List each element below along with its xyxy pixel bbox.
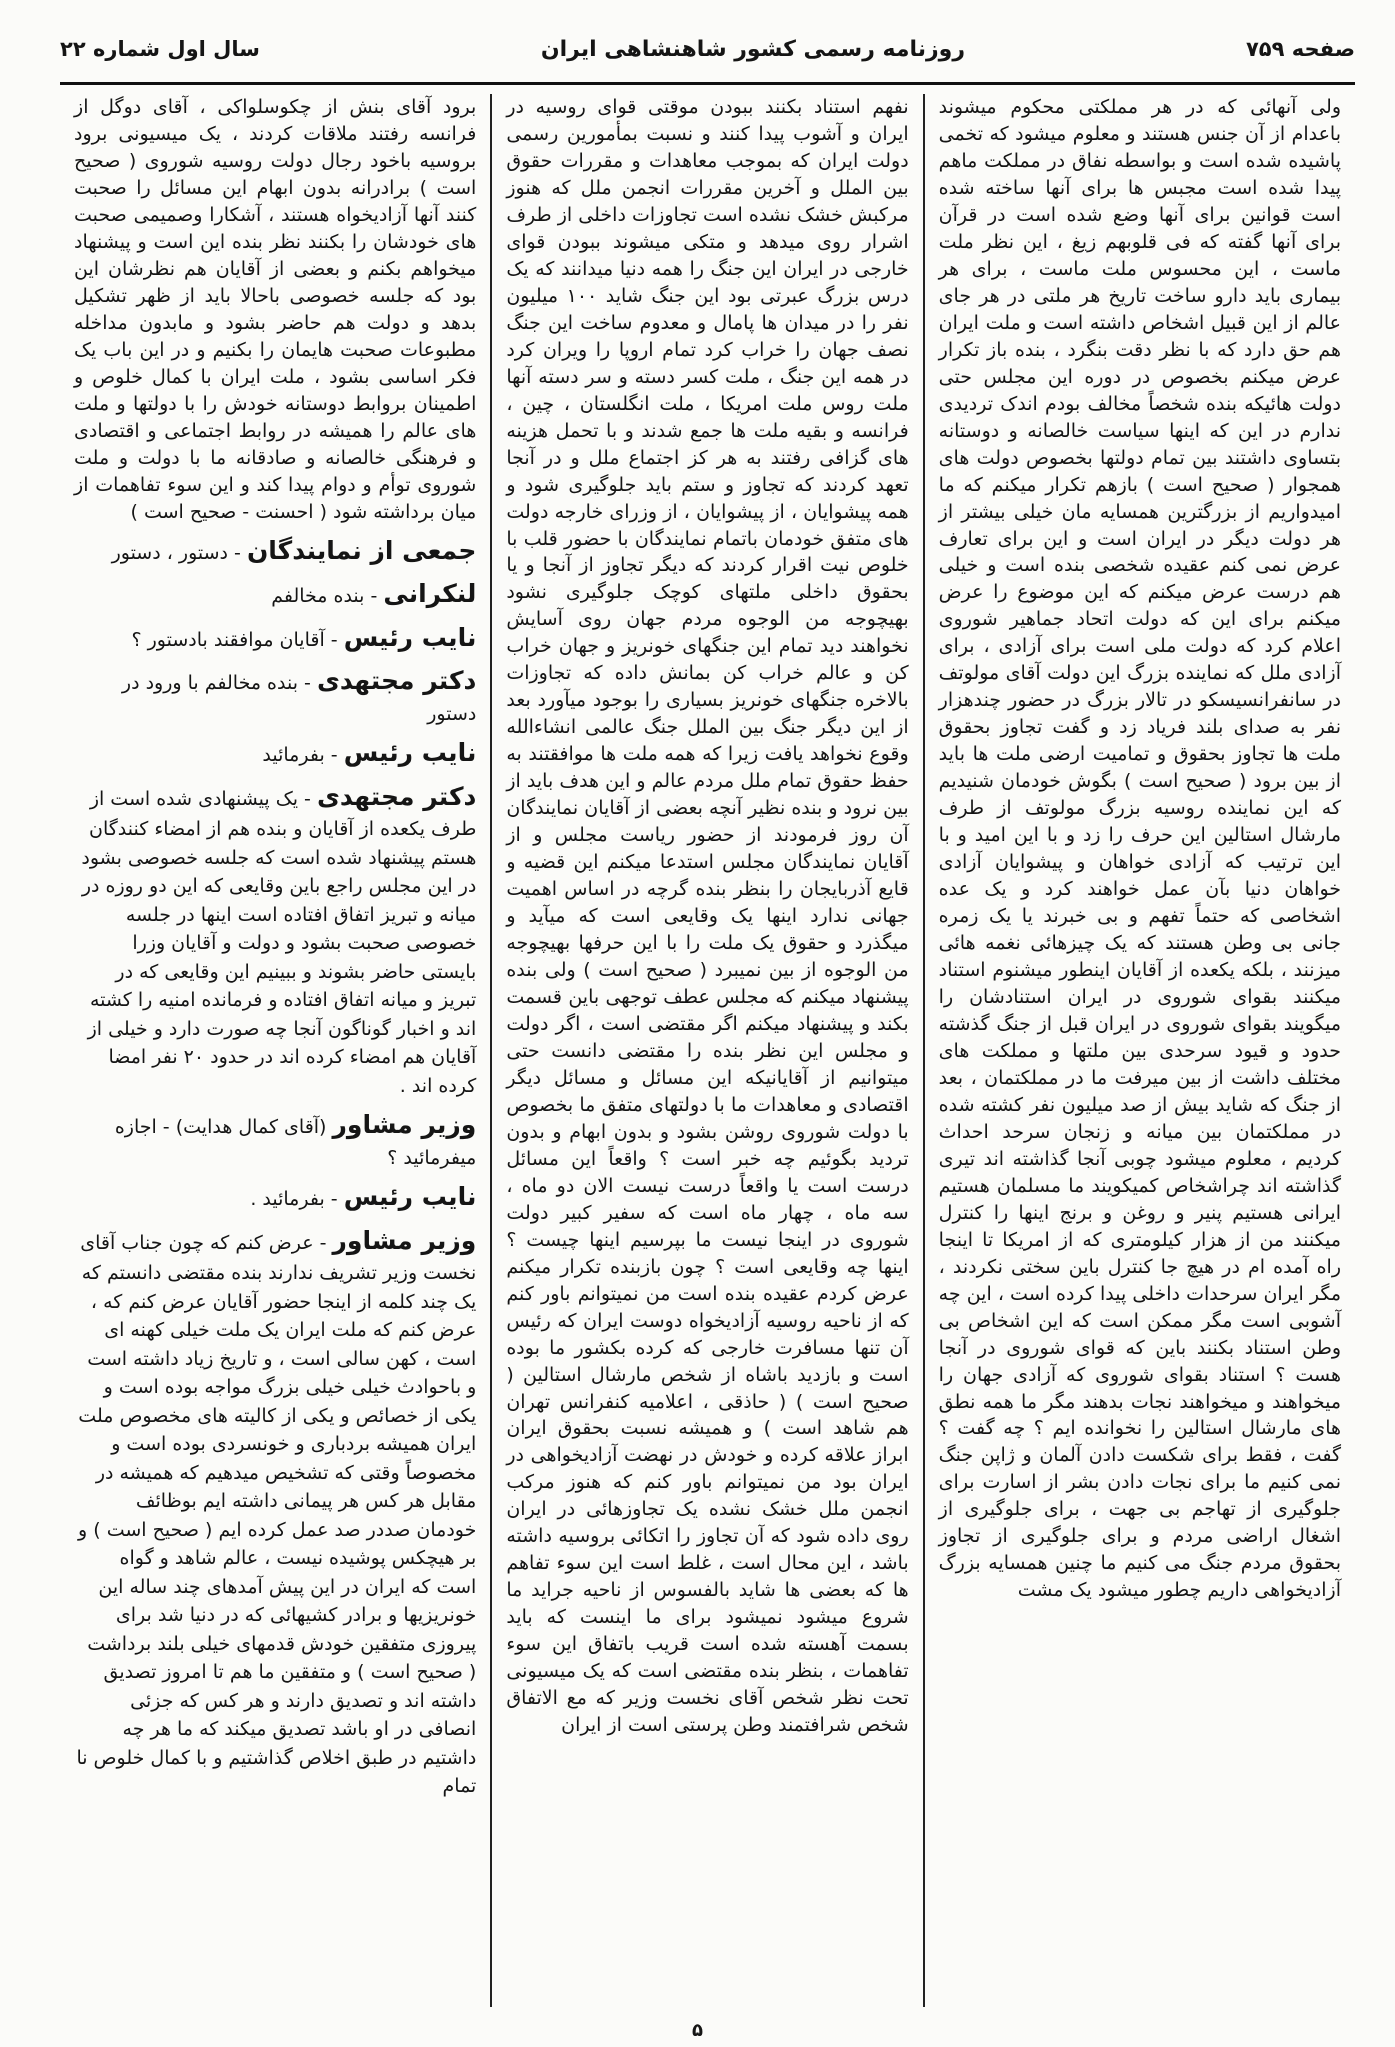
- text-columns: [60, 94, 1355, 2007]
- speech-entry: [74, 734, 476, 772]
- page-header: [60, 20, 1355, 78]
- issue-number: سال اول شماره ۲۲: [60, 37, 260, 61]
- speech-entry: [74, 778, 476, 1101]
- column-middle-text: نفهم استناد بکنند ببودن موقتی قوای روسیه در ایران و آشوب پیدا کنند و نسبت بمأمورین رسمی دولت ایران که بموجب معاهدات و مقررات حقوق بین الملل و آخرین مقررات انجمن ملل که هنوز مرکبش خشک نشده است تجاوزات داخلی از طرف اشرار روی میدهد و متکی میشوند ببودن قوای خارجی در ایران این جنگ را همه دنیا میدانند که یک درس بزرگ عبرتی بود این جنگ شاید ۱۰۰ میلیون نفر را در میدان ها پامال و معدوم ساخت این جنگ نصف جهان را خراب کرد تمام اروپا را ویران کرد در همه این جنگ ، ملت کسر دسته و سر دسته آنها ملت روس ملت امریکا ، ملت انگلستان ، چین ، فرانسه و بقیه ملت ها جمع شدند و با تحمل هزینه های گزافی رفتند به هر کز اجتماع ملل و در آنجا تعهد کردند که تجاوز و ستم باید جلوگیری شود و همه پیشوایان ، از پیشوایان ، از وزرای خارجه دولت های متفق خودمان باتمام نمایندگان با حضور قلب با خلوص نیت اقرار کردند که دیگر تجاوز از آنجا و یا بحقوق داخلی ملتهای کوچک جلوگیری نشود بهیچوجه من الوجوه مردم جهان روی آسایش نخواهند دید تمام این جنگهای خونریز و جهان خراب کن و عالم خراب کن بمانش داده که تجاوزات بالاخره جنگهای خونریز بسیاری را بوجود میآورد بعد از این دیگر جنگ بین الملل جنگ عالمی انشاءالله وقوع نخواهد یافت زیرا که همه ملت ها موافقتند به حفظ حقوق تمام ملل مردم عالم و این هدف باید از بین نرود و بنده نظیر آنچه بعضی از آقایان نمایندگان آن روز فرمودند از حضور ریاست مجلس و از آقایان نمایندگان مجلس استدعا میکنم این قضیه و قایع آذربایجان را بنظر بنده گرچه در اساس اهمیت جهانی ندارد اینها یک وقایعی است که میآید و میگذرد و حقوق یک ملت را با این حرفها بهیچوجه من الوجوه از بین نمیبرد ( صحیح است ) ولی بنده پیشنهاد میکنم که مجلس عطف توجهی باین قسمت بکند و پیشنهاد میکنم اگر مقتضی است ، اگر دولت و مجلس این نظر بنده را مقتضی دانست حتی میتوانیم از آقایانیکه این مسائل و مسائل دیگر اقتصادی و معاهدات ما با دولتهای متفق ما بخصوص با دولت شوروی روشن بشود و بدون ابهام و بدون تردید بگوئیم چه خبر است ؟ واقعاً این مسائل درست است یا واقعاً درست نیست الان دو ماه ، سه ماه ، چهار ماه است که سفیر کبیر دولت شوروی در اینجا نیست ما بپرسیم اینها چیست ؟ اینها چه وقایعی است ؟ چون بازبنده تکرار میکنم عرض کردم عقیده بنده است من نمیتوانم باور کنم که از ناحیه روسیه آزادیخواه دوست ایران که رئیس آن تنها مسافرت خارجی که کرده بکشور ما بوده است و بازدید باشاه از شخص مارشال استالین ( صحیح است ) ( حاذقی ، اعلامیه کنفرانس تهران هم شاهد است ) و همیشه نسبت بحقوق ایران ابراز علاقه کرده و خودش در نهضت آزادیخواهی در ایران بود من نمیتوانم باور کنم که هنوز مرکب انجمن ملل خشک نشده یک تجاوزهائی در ایران روی داده شود که آن تجاوز را اتکائی بروسیه داشته باشد ، این محال است ، غلط است این سوء تفاهم ها که بعضی ها شاید بالفسوس از ناحیه جراید ما شروع میشود نمیشود برای ما اینست که باید بسمت آهسته شده است قریب باتفاق این سوء تفاهمات ، بنظر بنده مقتضی است که یک میسیونی تحت نظر شخص آقای نخست وزیر که مع الاتفاق شخص شرافتمند وطن پرستی است از ایران: [506, 96, 909, 1737]
- header-rule: [60, 82, 1355, 85]
- page-footer-mark: ۵: [692, 2020, 703, 2041]
- speaker-name: نایب رئیس: [343, 738, 477, 767]
- speech-text: (آقای کمال هدایت) - اجازه میفرمائید ؟: [114, 1116, 477, 1169]
- speech-text: - بفرمائید: [262, 744, 338, 766]
- speech-entry: [74, 1106, 476, 1172]
- speaker-name: دکتر مجتهدی: [316, 666, 477, 695]
- page-number: صفحه ۷۵۹: [1245, 37, 1355, 61]
- speech-entry: [74, 619, 476, 657]
- speaker-name: دکتر مجتهدی: [316, 781, 477, 811]
- column-middle: [492, 94, 924, 2007]
- column-right: [925, 94, 1355, 2007]
- column-left-intro: برود آقای بنش از چکوسلواکی ، آقای دوگل از فرانسه رفتند ملاقات کردند ، یک میسیونی برود بروسیه باخود رجال دولت روسیه شوروی ( صحیح است ) برادرانه بدون ابهام این مسائل را صحبت کنند آنها آزادیخواه هستند ، آشکارا وصمیمی صحبت های خودشان را بکنند نظر بنده این است و پیشنهاد میخواهم بکنم و بعضی از آقایان هم نظرشان این بود که جلسه خصوصی باحالا باید از ظهر تشکیل بدهد و دولت هم حاضر بشود و مابدون مداخله مطبوعات صحبت هایمان را بکنیم و در این باب یک فکر اساسی بشود ، ملت ایران با کمال خلوص و اطمینان بروابط دوستانه خودش را با دولتها و ملت های عالم را همیشه در روابط اجتماعی و اقتصادی و فرهنگی خالصانه و صادقانه ما با دولت و ملت شوروی توأم و دوام پیدا کند و این سوء تفاهمات از میان برداشته شود ( احسنت - صحیح است ): [74, 96, 477, 523]
- speaker-name: وزیر مشاور: [332, 1225, 477, 1255]
- speech-text: - بفرمائید .: [250, 1188, 338, 1210]
- speech-entry: [74, 1222, 476, 1801]
- speech-entry: [74, 575, 476, 613]
- speaker-name: نایب رئیس: [343, 1182, 477, 1211]
- newspaper-title: روزنامه رسمی کشور شاهنشاهی ایران: [540, 36, 966, 62]
- speech-text: - آقایان موافقند بادستور ؟: [131, 628, 338, 651]
- speech-entry: [74, 532, 476, 570]
- speech-entry: [74, 662, 476, 728]
- speech-text: - یک پیشنهادی شده است از طرف یکعده از آقایان و بنده هم از امضاء کنندگان هستم پیشنهاد شده است که جلسه خصوصی بشود در این مجلس راجع باین وقایعی که این دو روزه در میانه و تبریز اتفاق افتاده است اینها در جلسه خصوصی صحبت بشود و دولت و آقایان وزرا بایستی حاضر بشوند و ببینیم این وقایعی که در تبریز و میانه اتفاق افتاده و فرمانده امنیه را کشته اند و اخبار گوناگون آنجا چه صورت دارد و خیلی از آقایان هم امضاء کرده اند در حدود ۲۰ نفر امضا کرده اند .: [81, 787, 477, 1097]
- speaker-name: نایب رئیس: [343, 622, 477, 652]
- speech-text: - بنده مخالفم با ورود در دستور: [121, 672, 477, 725]
- column-right-text: ولی آنهائی که در هر مملکتی محکوم میشوند باعدام از آن جنس هستند و معلوم میشود که تخمی پاشیده شده است و بواسطه نفاق در مملکت ماهم پیدا شده است مجبس ها برای آنها ساخته شده است قوانین برای آنها وضع شده است در قرآن برای آنها گفته که فی قلوبهم زیغ ، این نظر ملت ماست ، این محسوس ملت ماست ، برای هر بیماری باید دارو ساخت تاریخ هر ملتی در هر جای عالم از این قبیل اشخاص داشته است و ملت ایران هم حق دارد که با نظر دقت بنگرد ، بنده باز تکرار عرض میکنم بخصوص در دوره این مجلس حتی دولت هائیکه بنده شخصاً مخالف بودم اندک تردیدی ندارم در این که اینها سیاست خالصانه و دوستانه بتساوی داشتند بین تمام دولتها بخصوص دولت های همجوار ( صحیح است ) بازهم تکرار میکنم که ما امیدواریم از بزرگترین همسایه مان خیلی بیشتر از هر دولت دیگر در ایران است و این برای تعارف عرض نمی کنم عقیده شخصی بنده است و خیلی هم درست عرض میکنم که این موضوع را عرض میکنم برای این که دولت اتحاد جماهیر شوروی اعلام کرد که دولت ملی است برای آزادی ، برای آزادی ملل که نماینده بزرگ این دولت آقای مولوتف در سانفرانسیسکو در تالار بزرگ در حضور چندهزار نفر به صدای بلند فریاد زد و گفت تجاوز بحقوق ملت ها تجاوز بحقوق و تمامیت ارضی ملت ها باید از بین برود ( صحیح است ) بگوش خودمان شنیدیم که این نماینده روسیه بزرگ مولوتف از طرف مارشال استالین این حرف را زد و با این امید و با این ترتیب که آزادی خواهان و پیشوایان آزادی خواهان دنیا بآن عمل خواهند کرد و یک عده اشخاصی که حتماً تفهم و بی خبرند یا یک زمره جانی بی وطن هستند که یک چیزهائی نغمه هائی میزنند ، بلکه یکعده از آقایان اینطور میشنوم استناد میکنند بقوای شوروی در ایران استنادشان را میگویند بقوای شوروی در ایران قبل از جنگ گذشته حدود و قیود سرحدی بین ملتها و مملکت های مختلف داشت از بین میرفت ما در مملکتمان ، بعد از جنگ که شاید بیش از صد میلیون نفر کشته شده در مملکتمان بین میانه و زنجان سرحد احداث کردیم ، معلوم میشود چوبی آنجا گذاشته اند تیری گذاشته اند چراشخاص کمیکویند ما مسلمان هستیم ایرانی هستیم پنیر و روغن و برنج اینها را کنترل میکنند من از هزار کیلومتری که از امریکا تا اینجا راه آمده ام در هیچ جا کنترل باین سختی نکردند ، مگر ایران سرحدات داخلی پیدا کرده است ، این چه آشوبی است مگر ممکن است که این اشخاص بی وطن استناد بکنند باین که قوای شوروی در آنجا هست ؟ استناد بقوای شوروی که آزادی جهان را میخواهند و میخواهند نجات بدهند مگر ما همه نطق های مارشال استالین را نخوانده ایم ؟ چه گفت ؟ گفت ، فقط برای شکست دادن آلمان و ژاپن جنگ نمی کنیم ما برای نجات دادن بشر از اسارت برای جلوگیری از تهاجم بی جهت ، برای جلوگیری از اشغال اراضی مردم و برای جلوگیری از تجاوز بحقوق مردم جنگ می کنیم ما چنین همسایه بزرگ آزادیخواهی داریم چطور میشود یک مشت: [938, 96, 1341, 1602]
- speaker-name: لنکرانی: [383, 579, 477, 608]
- column-left: [60, 94, 492, 2007]
- speech-text: - دستور ، دستور: [111, 541, 241, 564]
- speaker-name: جمعی از نمایندگان: [246, 535, 477, 565]
- speech-entry: [74, 1178, 476, 1216]
- speech-text: - عرض کنم که چون جناب آقای نخست وزیر تشریف ندارند بنده مقتضی دانستم که یک چند کلمه از اینجا حضور آقایان عرض کنم که ، عرض کنم که ملت ایران یک ملت خیلی کهنه ای است ، کهن سالی است ، و تاریخ زیاد داشته است و باحوادث خیلی خیلی بزرگ مواجه بوده است و یکی از خصائص و یکی از کالیته های مخصوص ملت ایران همیشه بردباری و خونسردی بوده است و مخصوصاً وقتی که تشخیص میدهیم که همیشه در مقابل هر کس هر پیمانی داشته ایم بوظائف خودمان صددر صد عمل کرده ایم ( صحیح است ) و بر هیچکس پوشیده نیست ، عالم شاهد و گواه است که ایران در این پیش آمدهای چند ساله این خونریزیها و برادر کشیهائی که در دنیا شد برای پیروزی متفقین خودش قدمهای خیلی بلند برداشت ( صحیح است ) و متفقین ما هم تا امروز تصدیق داشته اند و تصدیق دارند و هر کس که جزئی انصافی در او باشد تصدیق میکند که ما هر چه داشتیم در طبق اخلاص گذاشتیم و با کمال خلوص نا تمام: [76, 1231, 477, 1797]
- speech-text: - بنده مخالفم: [271, 585, 378, 607]
- speaker-name: وزیر مشاور: [332, 1110, 477, 1139]
